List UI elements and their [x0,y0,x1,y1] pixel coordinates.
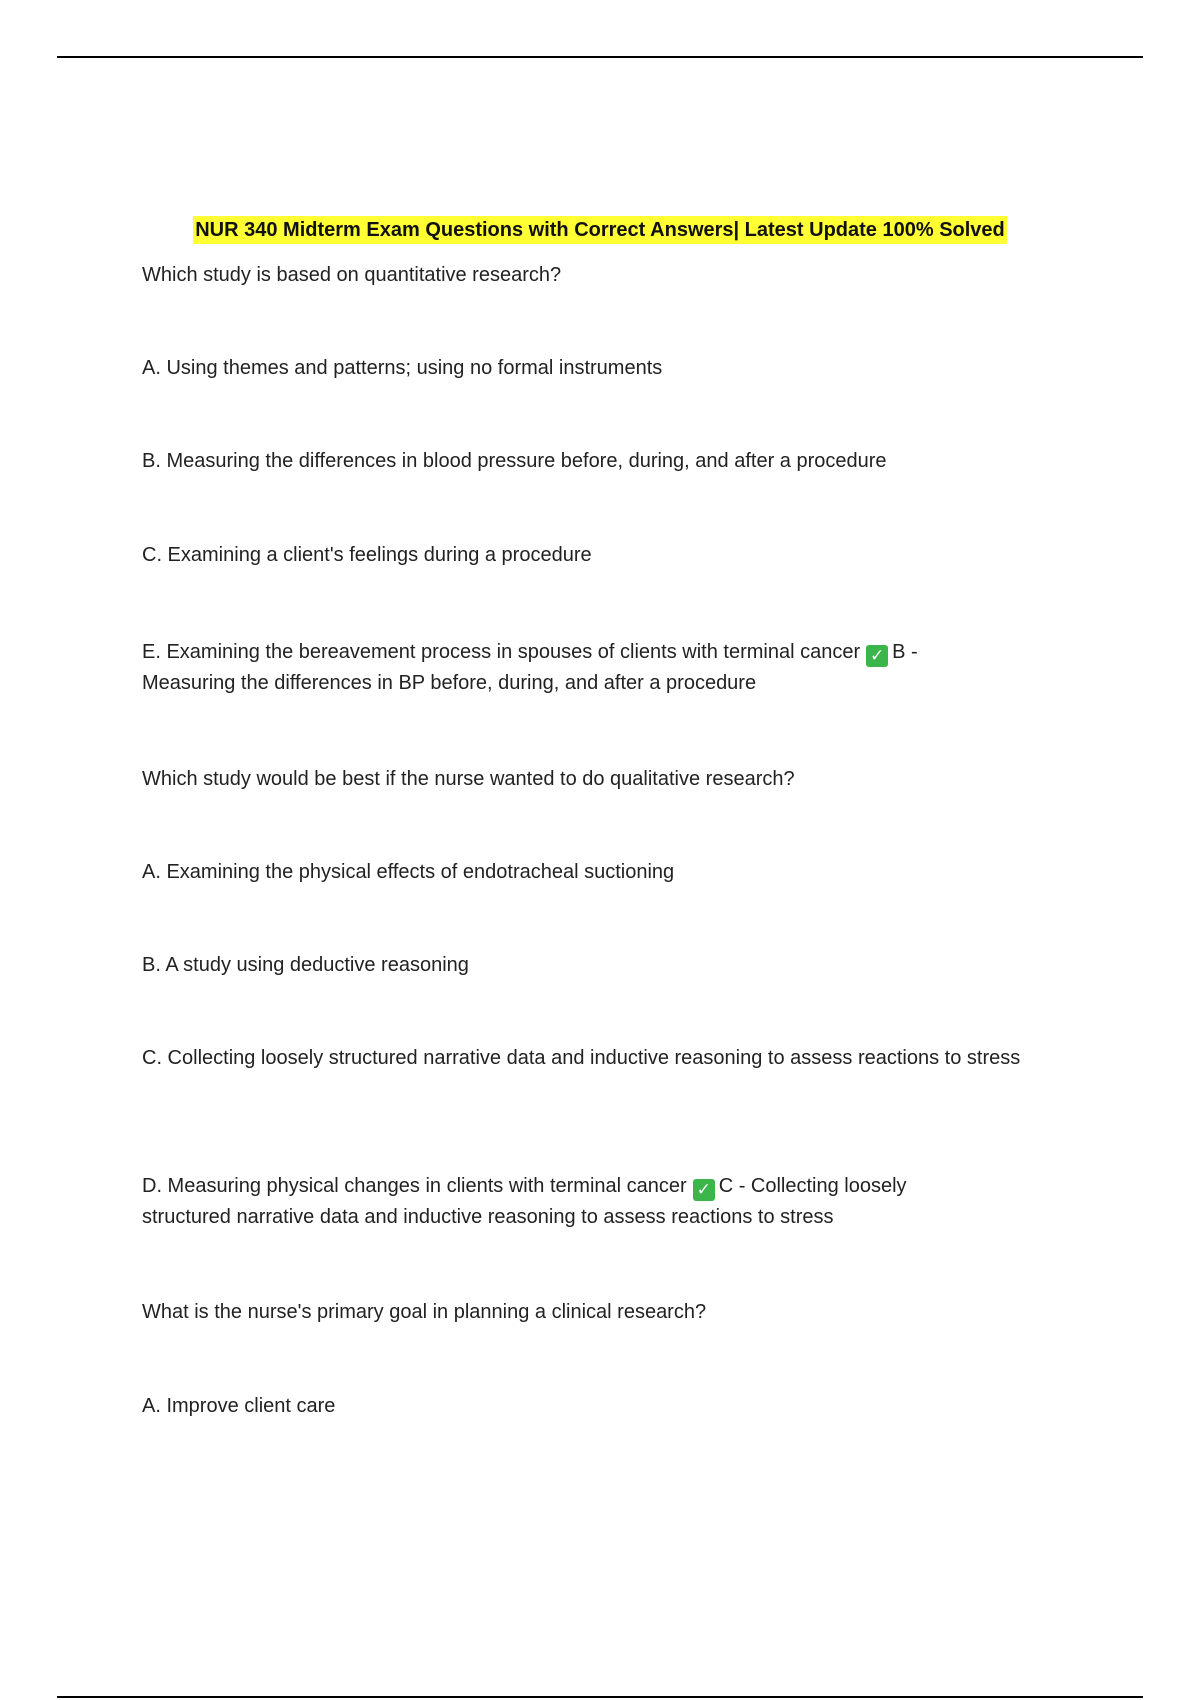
title-container [0,216,1200,244]
q1-option-a: A. Using themes and patterns; using no formal instruments [142,357,663,379]
q3-option-a: A. Improve client care [142,1395,336,1417]
question-1: Which study is based on quantitative research? [142,264,562,286]
q2-option-d-line [142,1171,1042,1202]
q2-option-d: D. Measuring physical changes in clients with terminal cancer [142,1175,687,1197]
q1-option-b: B. Measuring the differences in blood pressure before, during, and after a procedure [142,450,887,472]
question-2: Which study would be best if the nurse wanted to do qualitative research? [142,768,795,790]
q2-option-c: C. Collecting loosely structured narrative data and inductive reasoning to assess reactions to stress [142,1047,1021,1069]
top-rule [57,56,1143,58]
q1-answer-start: B - [892,641,918,663]
question-3: What is the nurse's primary goal in planning a clinical research? [142,1301,707,1323]
q1-option-e: E. Examining the bereavement process in spouses of clients with terminal cancer [142,641,861,663]
q2-answer-continued: structured narrative data and inductive reasoning to assess reactions to stress [142,1206,834,1228]
q1-answer-continued: Measuring the differences in BP before, during, and after a procedure [142,672,757,694]
check-mark-icon: ✓ [866,645,888,667]
q2-option-b: B. A study using deductive reasoning [142,954,469,976]
q2-option-a: A. Examining the physical effects of endotracheal suctioning [142,861,675,883]
q2-answer-start: C - Collecting loosely [718,1175,907,1197]
bottom-rule [57,1696,1143,1698]
q1-option-c: C. Examining a client's feelings during a procedure [142,544,592,566]
check-mark-icon: ✓ [693,1179,715,1201]
q1-option-e-line [142,637,1042,668]
document-title: NUR 340 Midterm Exam Questions with Correct Answers| Latest Update 100% Solved [193,216,1007,244]
